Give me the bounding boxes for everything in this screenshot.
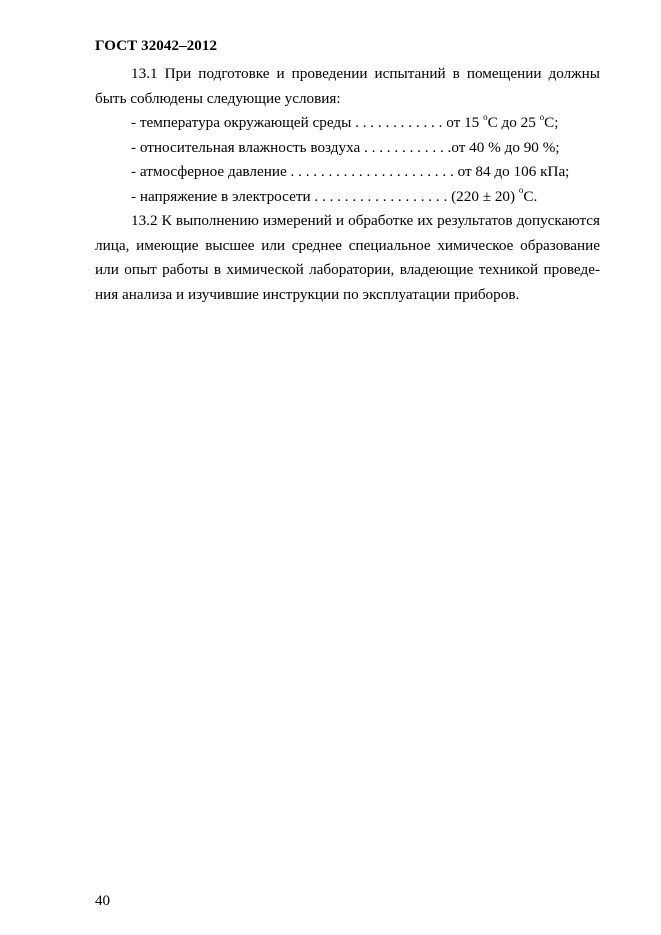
standard-header: ГОСТ 32042–2012 xyxy=(95,38,218,54)
degree-sign: o xyxy=(539,111,545,122)
condition-humidity: - относительная влажность воздуха . . . . . . . . . . . .от 40 % до 90 %; xyxy=(131,138,560,156)
condition-voltage-end: С. xyxy=(523,187,538,205)
paragraph-13-1: 13.1 При подготовке и проведении испытаний в помещении должны быть соблюдены следующие условия: xyxy=(95,65,600,107)
condition-voltage-label: - напряжение в электросети . . . . . . . . . . . . . . . . . . (220 ± 20) xyxy=(131,187,519,205)
condition-temperature-mid: С до 25 xyxy=(487,114,540,131)
condition-temperature-label: - температура окружающей среды . . . . . . . . . . . . от 15 xyxy=(131,114,484,131)
page-number: 40 xyxy=(95,893,110,909)
paragraph-13-2: 13.2 К выполнению измерений и обработке их результатов допускаются лица, имеющие высшее или среднее специальное химическое образование или опыт работы в химической лаборатории, владеющие техникой проведения анализа и изучившие инструкции по эксплуатации приборов. xyxy=(95,212,600,303)
condition-temperature-end: С; xyxy=(544,114,559,131)
degree-sign: o xyxy=(483,111,488,122)
document-body xyxy=(95,62,600,307)
condition-voltage xyxy=(95,185,600,210)
condition-temperature xyxy=(95,111,600,136)
condition-pressure: - атмосферное давление . . . . . . . . . . . . . . . . . . . . . . от 84 до 106 кПа; xyxy=(131,163,570,180)
degree-sign: o xyxy=(518,185,524,196)
